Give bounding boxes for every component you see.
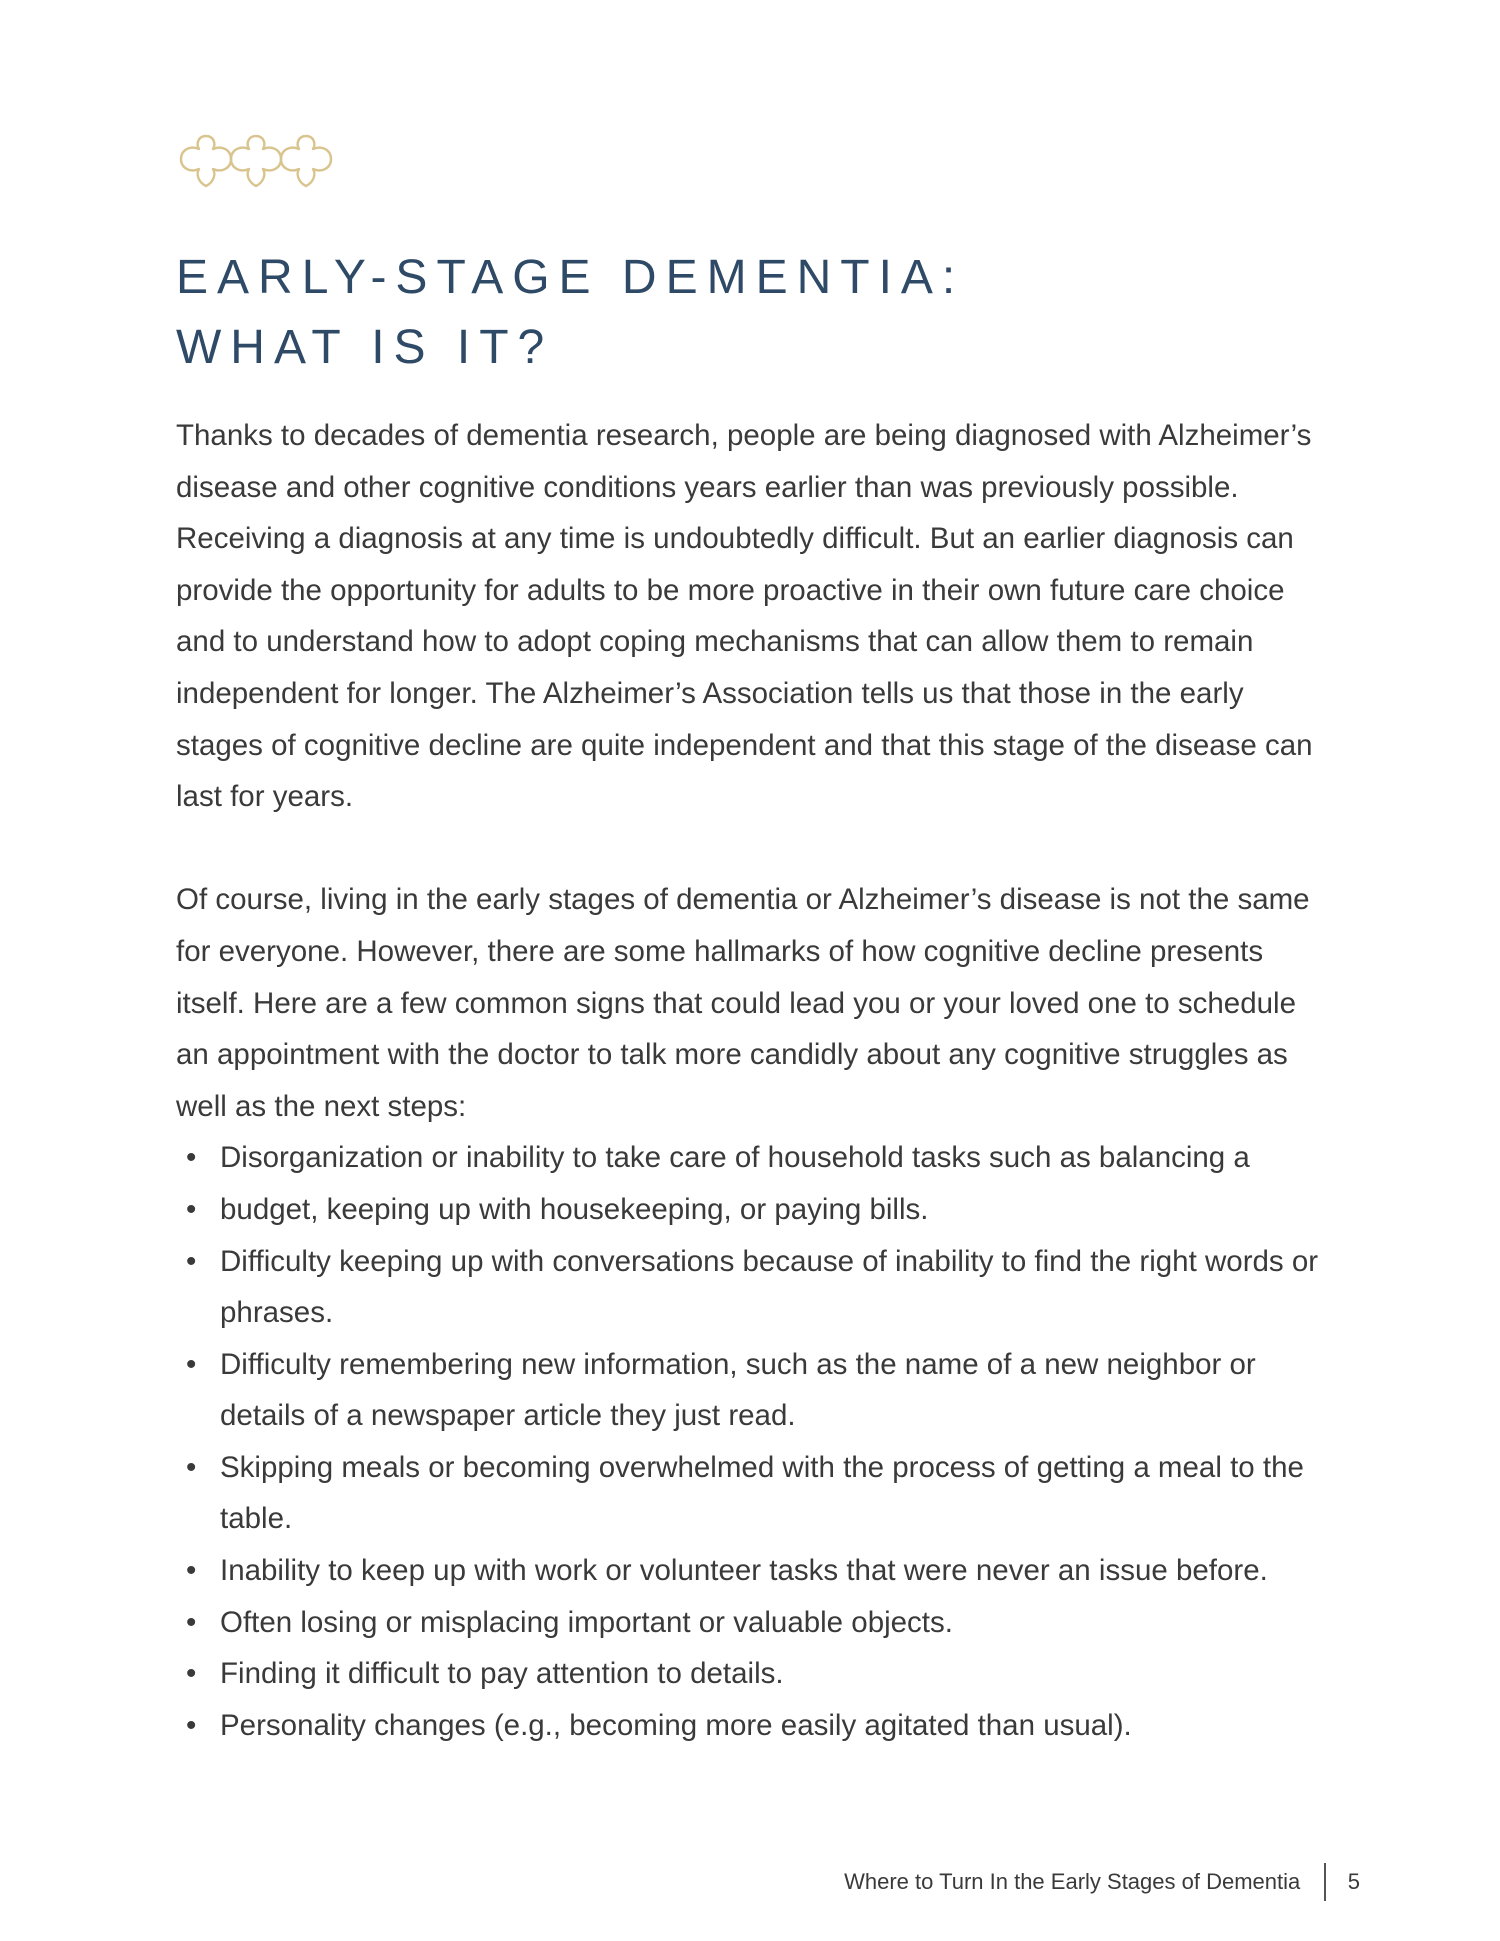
page-heading <box>176 243 964 383</box>
list-item: • Skipping meals or becoming overwhelmed with the process of getting a meal to the table. <box>176 1442 1336 1545</box>
page-footer <box>844 1862 1360 1902</box>
triple-quatrefoil-ornament-icon <box>176 132 336 192</box>
page-heading-line-2: WHAT IS IT? <box>176 321 554 374</box>
list-item: • Finding it difficult to pay attention to details. <box>176 1648 1336 1700</box>
page-heading-line-1: EARLY-STAGE DEMENTIA: <box>176 251 965 304</box>
list-item: • Often losing or misplacing important or valuable objects. <box>176 1597 1336 1649</box>
intro-paragraph: Thanks to decades of dementia research, people are being diagnosed with Alzheimer’s disease and other cognitive conditions years earlier than was previously possible. Receiving a diagnosis at any time is undoubtedly difficult. But an earlier diagnosis can provide the opportunity for adults to be more proactive in their own future care choice and to understand how to adopt coping mechanisms that can allow them to remain independent for longer. The Alzheimer’s Association tells us that those in the early stages of cognitive decline are quite independent and that this stage of the disease can last for years. <box>176 419 1313 814</box>
list-item: • budget, keeping up with housekeeping, or paying bills. <box>176 1184 1336 1236</box>
body-content <box>176 410 1336 1751</box>
signs-paragraph: Of course, living in the early stages of dementia or Alzheimer’s disease is not the same for everyone. However, there are some hallmarks of how cognitive decline presents itself. Here are a few common signs that could lead you or your loved one to schedule an appointment with the doctor to talk more candidly about any cognitive struggles as well as the next steps: <box>176 883 1310 1123</box>
list-item: • Difficulty keeping up with conversations because of inability to find the right words or phrases. <box>176 1236 1336 1339</box>
list-item: • Inability to keep up with work or volunteer tasks that were never an issue before. <box>176 1545 1336 1597</box>
footer-document-title: Where to Turn In the Early Stages of Dementia <box>844 1869 1301 1894</box>
page-number: 5 <box>1347 1869 1360 1894</box>
footer-divider <box>1324 1863 1326 1901</box>
list-item: • Difficulty remembering new information, such as the name of a new neighbor or details of a newspaper article they just read. <box>176 1339 1336 1442</box>
signs-list <box>176 1132 1336 1751</box>
list-item: • Personality changes (e.g., becoming more easily agitated than usual). <box>176 1700 1336 1752</box>
list-item: • Disorganization or inability to take care of household tasks such as balancing a <box>176 1132 1336 1184</box>
